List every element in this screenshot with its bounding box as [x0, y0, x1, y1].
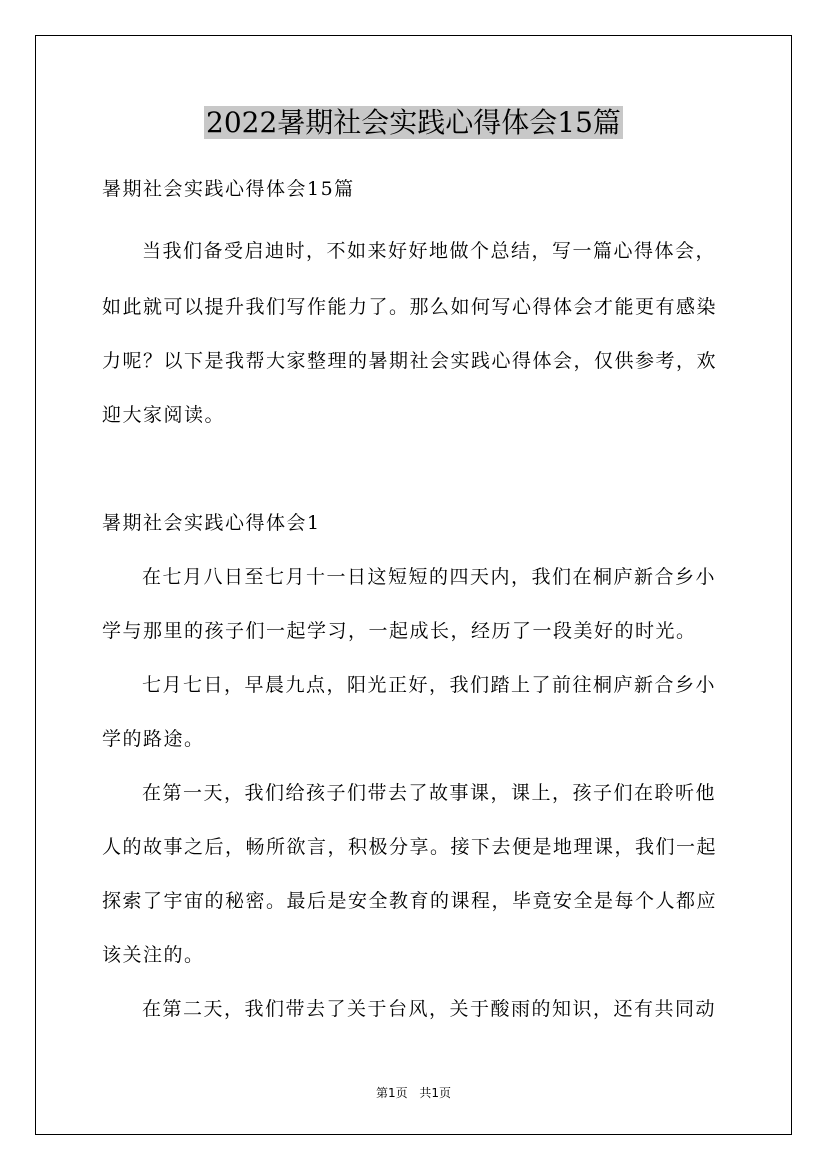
document-title — [0, 103, 827, 143]
document-title-text: 2022暑期社会实践心得体会15篇 — [206, 106, 621, 139]
page-number: 第1页 — [375, 1086, 408, 1100]
intro-line-1: 当我们备受启迪时，不如来好好地做个总结，写一篇心得体会， — [142, 240, 717, 262]
section-1-heading: 暑期社会实践心得体会1 — [102, 512, 321, 534]
section-1-line-7: 探索了宇宙的秘密。最后是安全教育的课程，毕竟安全是每个人都应 — [102, 890, 718, 912]
intro-line-3: 力呢？以下是我帮大家整理的暑期社会实践心得体会，仅供参考，欢 — [102, 350, 718, 372]
section-1-line-1: 在七月八日至七月十一日这短短的四天内，我们在桐庐新合乡小 — [142, 566, 717, 588]
section-1-line-5: 在第一天，我们给孩子们带去了故事课，课上，孩子们在聆听他 — [142, 782, 717, 804]
section-1-line-9: 在第二天，我们带去了关于台风，关于酸雨的知识，还有共同动 — [142, 998, 717, 1020]
intro-line-2: 如此就可以提升我们写作能力了。那么如何写心得体会才能更有感染 — [102, 296, 718, 318]
intro-line-4: 迎大家阅读。 — [102, 404, 226, 426]
page-footer — [0, 1084, 827, 1101]
section-1-line-2: 学与那里的孩子们一起学习，一起成长，经历了一段美好的时光。 — [102, 620, 697, 642]
page-total: 共1页 — [419, 1086, 452, 1100]
section-1-line-4: 学的路途。 — [102, 728, 205, 750]
section-1-line-6: 人的故事之后，畅所欲言，积极分享。接下去便是地理课，我们一起 — [102, 836, 718, 858]
subtitle: 暑期社会实践心得体会15篇 — [102, 178, 355, 200]
section-1-line-8: 该关注的。 — [102, 944, 205, 966]
section-1-line-3: 七月七日，早晨九点，阳光正好，我们踏上了前往桐庐新合乡小 — [142, 674, 717, 696]
